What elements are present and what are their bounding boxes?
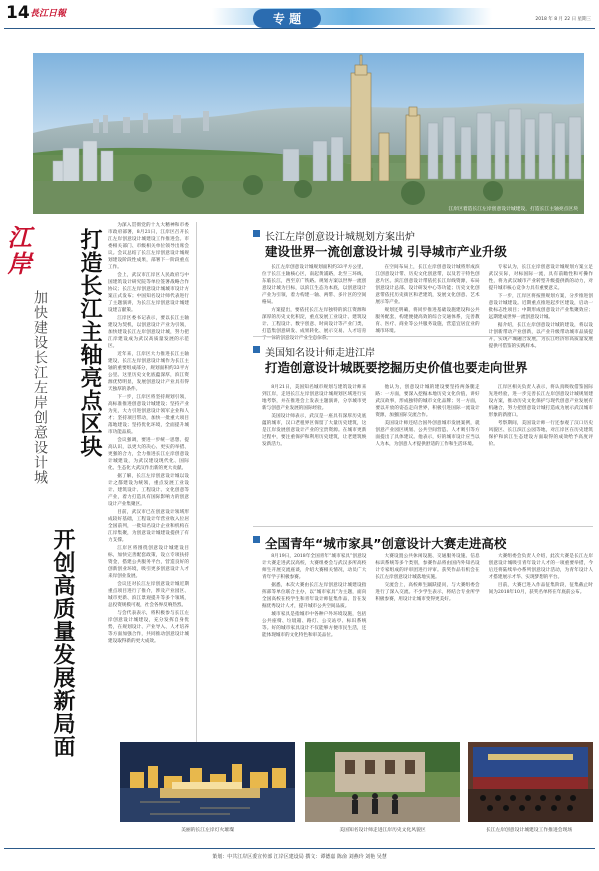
lead-paragraph: 近年来，江岸区大力推进长江主轴建设，长江左岸创意设计城作为长江主轴的重要组成部分，规划面积约33平方公里。这里历史文化底蕴深厚，滨江资源优势明显，发展创意设计产业具有得天独厚的条件。 xyxy=(108,352,189,392)
paragraph: 美国设计师还结合国外创意城市发展案例，就创意产业园区规划、公共空间营造、人才吸引等方面提出了具体建议。他表示，好的城市设计应当以人为本，为创意人才提供舒适的工作和生活环境。 xyxy=(375,421,480,447)
text-column xyxy=(375,264,480,334)
photo-meeting xyxy=(468,742,593,822)
header-rule xyxy=(4,28,595,29)
night-river-photo xyxy=(120,742,295,822)
paragraph: 大赛设置公共休闲设施、交通服务设施、信息标识系统等多个类别，参赛作品将由国内外知名设计专家组成的评审团进行评审。获奖作品有机会在长江左岸创意设计城落地实施。 xyxy=(375,554,480,580)
text-column xyxy=(488,264,593,349)
article2-body xyxy=(262,384,593,524)
paragraph: 他认为，创意设计城的建设要坚持两条腿走路：一方面，要深入挖掘本地历史文化价值，讲好武汉故事，形成独特的城市文化品牌；另一方面，要以开放的姿态走向世界，积极引进国际一流设计资源，加强国际交流合作。 xyxy=(375,385,480,418)
paragraph: 8月19日，2018年全国青年“城市家具”创意设计大赛走进武汉高校，大赛组委会与武汉多所高校师生开展交流座谈，介绍大赛相关情况，动员广大青年学子积极参赛。 xyxy=(262,554,367,580)
paragraph: 8月21日，美国知名城市规划与建筑设计师来到江岸，走进长江左岸创意设计城规划区域进行实地考察，并在推进会上发表主题演讲，分享城市更新与创意产业发展的国际经验。 xyxy=(262,385,367,411)
issue-date: 2018 年 8 月 22 日 星期三 xyxy=(535,17,591,22)
article1-title: 建设世界一流创意设计城 引导城市产业升级 xyxy=(265,244,507,259)
paragraph: 规划还明确，将同步推进基础设施建设和公共服务配套，构建便捷高效的综合交通体系，完善教育、医疗、商业等公共服务设施，营造宜居宜业的城市环境。 xyxy=(375,308,480,334)
footer-credits: 策划：中共江岸区委宣传部 江岸区建设局 撰文：谭德嘉 陈俞 刘燕玲 刘艳 吴慧 xyxy=(212,854,387,860)
lead-logo: 江岸 xyxy=(3,225,32,277)
section-divider xyxy=(253,526,593,527)
lead-article-body xyxy=(108,222,189,754)
text-column xyxy=(262,553,366,729)
paragraph: 据悉，本次大赛由长江左岸创意设计城建设指挥部等单位联合主办，以“城市家具”为主题，面向全国高校在校学生和青年设计师征集作品，旨在发掘优秀设计人才，提升城市公共空间品质。 xyxy=(262,583,367,609)
article2-kicker: 美国知名设计师走进江岸 xyxy=(265,348,375,359)
article1-body xyxy=(262,264,593,349)
photo-caption: 长江左岸创意设计城建设工作推进会现场 xyxy=(485,828,573,833)
article2 xyxy=(253,344,593,384)
text-column xyxy=(489,553,593,729)
bullet-marker xyxy=(253,346,260,353)
paragraph: 目前，大赛已进入作品征集阶段，征集截止时间为2018年10月，获奖名单将在年底前公布。 xyxy=(488,583,593,595)
paragraph: 专家认为，长江左岸创意设计城规划方案立足武汉实际，对标国际一流，具有前瞻性和可操作性，将为武汉城市产业转型升级提供新的动力，对提升城市核心竞争力具有重要意义。 xyxy=(488,265,593,291)
hero-caption: 江岸区着造长江左岸创意设计城建设，打造长江主轴亮点区块 xyxy=(448,207,578,212)
text-column xyxy=(489,384,593,524)
article3 xyxy=(253,534,593,554)
masthead-logo: 長江日報 xyxy=(30,9,67,19)
paragraph: 据介绍，长江左岸创意设计城的建设，将以设计创新带动产业创新，以产业升级带动城市品质提升，实现产城融合发展，为长江经济带高质量发展提供可借鉴的实践样本。 xyxy=(488,323,593,349)
lead-paragraph: 会议强调，要进一步统一思想、提高认识，以更大的决心、更实的举措、更强的合力，全力推进长江左岸创意设计城建设，为武汉建设现代化、国际化、生态化大武汉作出新的更大贡献。 xyxy=(108,438,189,471)
paragraph: 长江左岸创意设计城规划面积约33平方公里，位于长江主轴核心区，南起黄浦路，北至三环线，东临长江，西至京广铁路。规划方案以世界一流创意设计城为目标，以滨江生态为本底，以创意设计产业为引领，着力构建一轴、两带、多片区的空间格局。 xyxy=(262,265,367,305)
lead-subtitle: 加快建设长江左岸创意设计城 xyxy=(32,290,48,485)
paragraph: 在空间布局上，长江左岸创意设计城将形成滨江创意设计带、历史文化创意带，以及若干特色创意片区。滨江创意设计带依托长江岸线资源，布局创意设计总部、设计研发中心等功能；历史文化创意带依托历史街区和老建筑，发展文化创意、艺术展示等产业。 xyxy=(375,265,480,305)
paragraph: 江岸区相关负责人表示，将认真吸收借鉴国际先进经验，进一步完善长江左岸创意设计城规划建设方案，推动历史文化保护与现代创意产业发展有机融合，努力把创意设计城打造成为展示武汉城市形象的新窗口。 xyxy=(488,385,593,418)
paragraph: 交流会上，高校师生踊跃提问，与大赛组委会进行了深入交流。不少学生表示，将结合专业所学积极参赛，用设计让城市变得更美好。 xyxy=(375,583,480,602)
lead-paragraph: 江岸区将围绕创意设计城建设目标，加快完善配套政策，设立专项扶持资金，搭建公共服务平台，营造良好的创新创业环境，吸引更多创意设计人才来岸创业发展。 xyxy=(108,546,189,579)
lead-paragraph: 为深入贯彻党的十九大精神和市委市政府部署，8月21日，江岸区召开长江左岸创意设计城建设工作推进会。市委相关部门、市级相关单位领导出席会议。会议总结了长江左岸创意设计城规划建设阶段性成果，部署下一阶段重点工作。 xyxy=(108,223,189,270)
lead-paragraph: 目前，武汉市已在创意设计领域形成较好基础，工程设计年营业收入位居全国前列，一批知名设计企业和机构在江岸集聚，为创意设计城建设提供了有力支撑。 xyxy=(108,510,189,543)
lead-paragraph: 会上，武汉市江岸区人民政府与中国建筑设计研究院等单位签署战略合作协议；长江左岸创意设计城城市设计方案正式发布；中国知名设计师代表进行了主题演讲，为长江左岸创意设计城建设建言献策。 xyxy=(108,273,189,313)
bullet-marker xyxy=(253,536,260,543)
paragraph: 考察期间，美国设计师一行还参观了汉口历史风貌区、长江滨江公园等地，对江岸区在历史建筑保护和滨江生态建设方面取得的成效给予高度评价。 xyxy=(488,421,593,447)
lead-paragraph: 会议还对长江左岸创意设计城近期重点项目进行了推介，涉及产业园区、城市更新、滨江景观提升等多个领域，总投资规模可观，社会各界反响热烈。 xyxy=(108,582,189,608)
paragraph: 大赛组委会负责人介绍，此次大赛是长江左岸创意设计城吸引青年设计人才的一项重要举措，今后还将陆续举办系列创意设计活动，为青年设计人才搭建展示才华、实现梦想的平台。 xyxy=(488,554,593,580)
article1-kicker: 长江左岸创意设计城规划方案出炉 xyxy=(265,232,415,243)
column-divider xyxy=(196,222,197,754)
footer-rule xyxy=(4,848,595,849)
photo-caption: 美国知名设计师走进江岸历史文化风貌区 xyxy=(339,828,426,833)
section-divider xyxy=(253,336,593,337)
text-column xyxy=(375,553,479,729)
historic-street-photo xyxy=(305,742,460,822)
text-column xyxy=(262,384,366,524)
text-column xyxy=(262,264,367,341)
lead-paragraph: 与会代表表示，将积极参与长江左岸创意设计城建设，充分发挥自身优势，在规划设计、产业导入、人才培养等方面加强合作，共同推动创意设计城建设取得新的更大成效。 xyxy=(108,611,189,644)
article2-title: 打造创意设计城既要挖掘历史价值也要走向世界 xyxy=(265,360,528,375)
lead-paragraph: 下一步，江岸区将坚持规划引领，高标准推进创意设计城建设；坚持产业为先，大力引进创意设计领军企业和人才；坚持项目带动，加快一批重大项目落地建设；坚持优化环境，全面提升城市功能品质。 xyxy=(108,395,189,435)
city-skyline-illustration xyxy=(33,53,584,214)
photo-street-tour xyxy=(305,742,460,822)
lead-paragraph: 江岸区委书记表示，要以长江主轴建设为契机，以创意设计产业为引领，加快建设长江左岸创意设计城，努力把江岸建设成为武汉高质量发展的示范区。 xyxy=(108,316,189,349)
conference-hall-photo xyxy=(468,742,593,822)
lead-paragraph: 据了解，长江左岸创意设计城以设计之都建设为统领，重点发展工业设计、建筑设计、工程设计、文化创意等产业，着力打造具有国际影响力的创意设计产业集聚区。 xyxy=(108,474,189,507)
text-column xyxy=(375,384,479,524)
page-header xyxy=(0,0,599,32)
hero-photo xyxy=(33,53,584,214)
section-title: 专 题 xyxy=(272,12,302,26)
article3-title: 全国青年“城市家具”创意设计大赛走进高校 xyxy=(265,536,507,551)
paragraph: 方案提出，要依托长江左岸独特的滨江资源和深厚的历史文化积淀，重点发展工业设计、建筑设计、工程设计、数字创意、时尚设计等产业门类，打造集创意研发、成果转化、展示交易、人才培育于一体的创意设计产业生态体系。 xyxy=(262,308,367,341)
lead-main-title-2: 开创高质量发展新局面 xyxy=(50,528,75,758)
paragraph: 下一步，江岸区将按照规划方案，分步推进创意设计城建设。近期重点推进起步区建设，启动一批标志性项目；中期形成创意设计产业集聚效应；远期建成世界一流创意设计城。 xyxy=(488,294,593,320)
photo-caption: 美丽的长江左岸灯火璀璨 xyxy=(181,828,234,833)
paragraph: 美国设计师表示，武汉是一座具有深厚历史底蕴的城市，汉口老租界区保留了大量历史建筑，这是江岸发展创意设计产业的宝贵资源。在城市更新过程中，要注重保护和利用历史建筑，让老建筑焕发新活力。 xyxy=(262,414,367,447)
photo-night-river xyxy=(120,742,295,822)
page-number: 14 xyxy=(6,3,30,23)
paragraph: 城市家具是指城市中各种户外环境设施，包括公共座椅、垃圾箱、路灯、公交站亭、标识系统等。好的城市家具设计不仅能够方便市民生活，还能体现城市的文化特色和审美品位。 xyxy=(262,612,367,638)
bullet-marker xyxy=(253,230,260,237)
lead-main-title-1: 打造长江主轴亮点区块 xyxy=(77,228,102,458)
article3-body xyxy=(262,553,593,729)
